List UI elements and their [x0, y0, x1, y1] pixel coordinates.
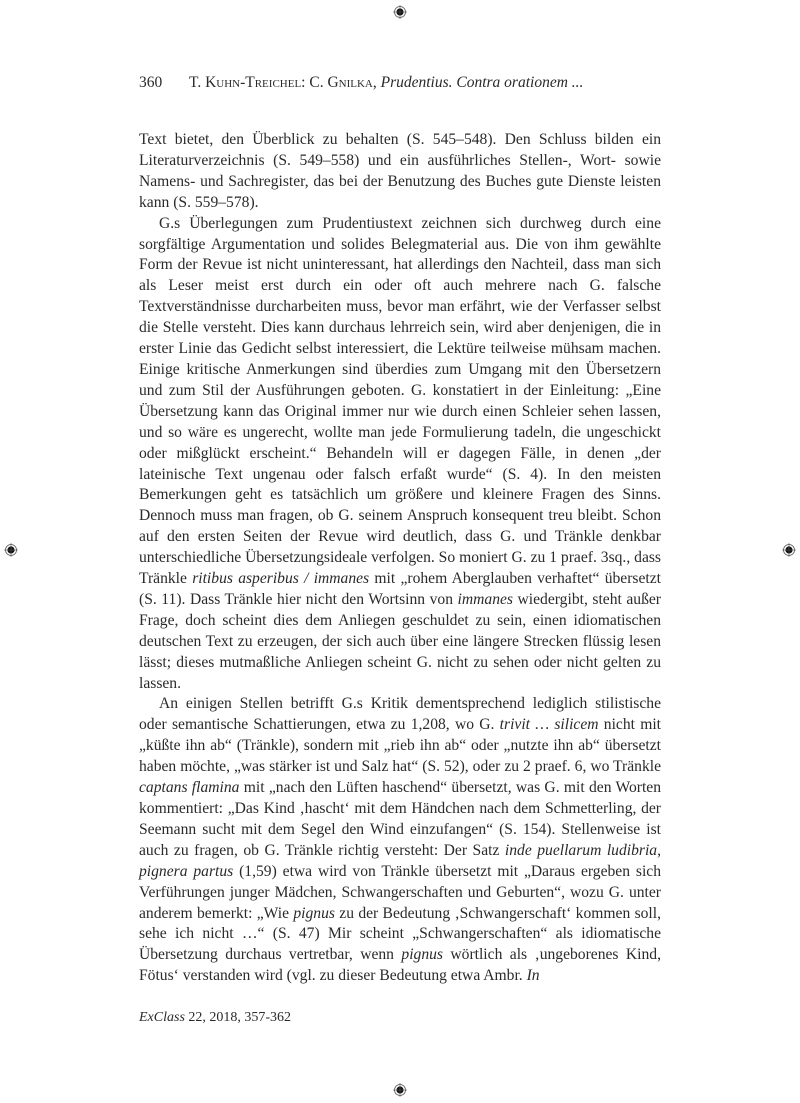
text-segment: G.s Überlegungen zum Prudentiustext zeichnen sich durchweg durch eine sorgfältige Argumentation und solides Belegmaterial aus. Die von ihm gewählte Form der Revue ist nicht uninteressant, hat allerdings den Nachteil, dass man sich als Leser meist erst durch ein oder oft auch mehrere nach G. falsche Textverständnisse durcharbeiten muss, bevor man erfährt, wie der Verfasser selbst die Stelle versteht. Dies kann durchaus lehrreich sein, wird aber denjenigen, die in erster Linie das Gedicht selbst interessiert, die Lektüre teilweise mühsam machen. Einige kritische Anmerkungen sind überdies zum Umgang mit den Übersetzern und zum Stil der Ausführungen geboten. G. konstatiert in der Einleitung: „Eine Übersetzung kann das Original immer nur wie durch einen Schleier sehen lassen, und so wäre es ungerecht, wollte man jede Formulierung tadeln, die ungeschickt oder mißglückt erscheint.“ Behandeln will er dagegen Fälle, in denen „der lateinische Text ungenau oder falsch erfaßt wurde“ (S. 4). In den meisten Bemerkungen geht es tatsächlich um größere und kleinere Fragen des Sinns. Dennoch muss man fragen, ob G. seinem Anspruch konsequent treu bleibt. Schon auf den ersten Seiten der Revue wird deutlich, dass G. und Tränkle denkbar unterschiedliche Übersetzungsideale verfolgen. So moniert G. zu 1 praef. 3sq., dass Tränkle: [139, 214, 661, 588]
italic-segment: ritibus asperibus / immanes: [192, 570, 370, 588]
book-title: Prudentius. Contra orationem ...: [380, 74, 584, 91]
reviewer-name: T. Kuhn-Treichel: [189, 74, 302, 91]
text-segment: wiedergibt, steht außer Frage, doch scheint dies dem Anliegen geschuldet zu sein, einen idiomatischen deutschen Text zu erzeugen, der sich auch über eine längere Strecken flüssig lesen lässt; dieses mutmaßliche Anliegen scheint G. nicht zu sehen oder nicht gelten zu lassen.: [139, 590, 662, 692]
footer-citation: [139, 1010, 291, 1026]
text-segment: mit „rohem Aberglauben verhaftet“ übersetzt (S. 11). Dass Tränkle hier nicht den Wortsinn von: [139, 570, 661, 608]
registration-mark-icon: [393, 1083, 407, 1097]
reviewed-author-name: C. Gnilka: [309, 74, 373, 91]
citation-details: 22, 2018, 357-362: [184, 1010, 292, 1025]
italic-segment: captans flamina: [139, 779, 240, 797]
paragraph: [139, 130, 661, 214]
text-segment: Text bietet, den Überblick zu behalten (S. 545–548). Den Schluss bilden ein Literaturverzeichnis (S. 549–558) und ein ausführliches Stellen-, Wort- sowie Namens- und Sachregister, das bei der Benutzung des Buches gute Dienste leisten kann (S. 559–578).: [139, 131, 661, 211]
text-segment: mit „nach den Lüften haschend“ übersetzt, was G. mit den Worten kommentiert: „Das Kind ‚hascht‘ mit dem Händchen nach dem Schmetterling, der Seemann sucht mit dem Segel den Wind einzufangen“ (S. 154). Stellenweise ist auch zu fragen, ob G. Tränkle richtig versteht: Der Satz: [139, 779, 662, 859]
journal-name: ExClass: [139, 1010, 185, 1025]
registration-mark-icon: [393, 5, 407, 19]
italic-segment: In: [526, 967, 540, 985]
registration-mark-icon: [782, 543, 796, 557]
text-segment: nicht mit „küßte ihn ab“ (Tränkle), sondern mit „rieb ihn ab“ oder „nutzte ihn ab“ übersetzt haben möchte, „was stärker ist und Salz hat“ (S. 52), oder zu 2 praef. 6, wo Tränkle: [139, 716, 661, 776]
text-segment: An einigen Stellen betrifft G.s Kritik dementsprechend lediglich stilistische oder semantische Schattierungen, etwa zu 1,208, wo G.: [139, 695, 661, 734]
italic-segment: inde puellarum ludibria, pignera partus: [139, 841, 661, 880]
text-segment: zu der Bedeutung ‚Schwangerschaft‘ kommen soll, sehe ich nicht …“ (S. 47) Mir scheint „Schwangerschaften“ als idiomatische Übersetzung durchaus vertretbar, wenn: [139, 904, 661, 964]
italic-segment: pignus: [293, 904, 335, 922]
page-number: 360: [139, 74, 163, 91]
italic-segment: immanes: [457, 590, 513, 608]
separator: :: [301, 74, 310, 91]
registration-mark-icon: [4, 543, 18, 557]
body-text: [139, 130, 661, 987]
italic-segment: trivit … silicem: [499, 716, 599, 734]
text-segment: wörtlich als ‚ungeborenes Kind, Fötus‘ verstanden wird (vgl. zu dieser Bedeutung etwa Ambr.: [139, 946, 661, 985]
paragraph: [139, 694, 661, 987]
italic-segment: pignus: [401, 946, 443, 964]
running-head: [139, 74, 659, 92]
paragraph: [139, 214, 661, 695]
separator: ,: [372, 74, 381, 91]
text-segment: (1,59) etwa wird von Tränkle übersetzt mit „Daraus ergeben sich Verführungen junger Mädchen, Schwangerschaften und Geburten“, wozu G. unter anderem bemerkt: „Wie: [139, 862, 661, 922]
